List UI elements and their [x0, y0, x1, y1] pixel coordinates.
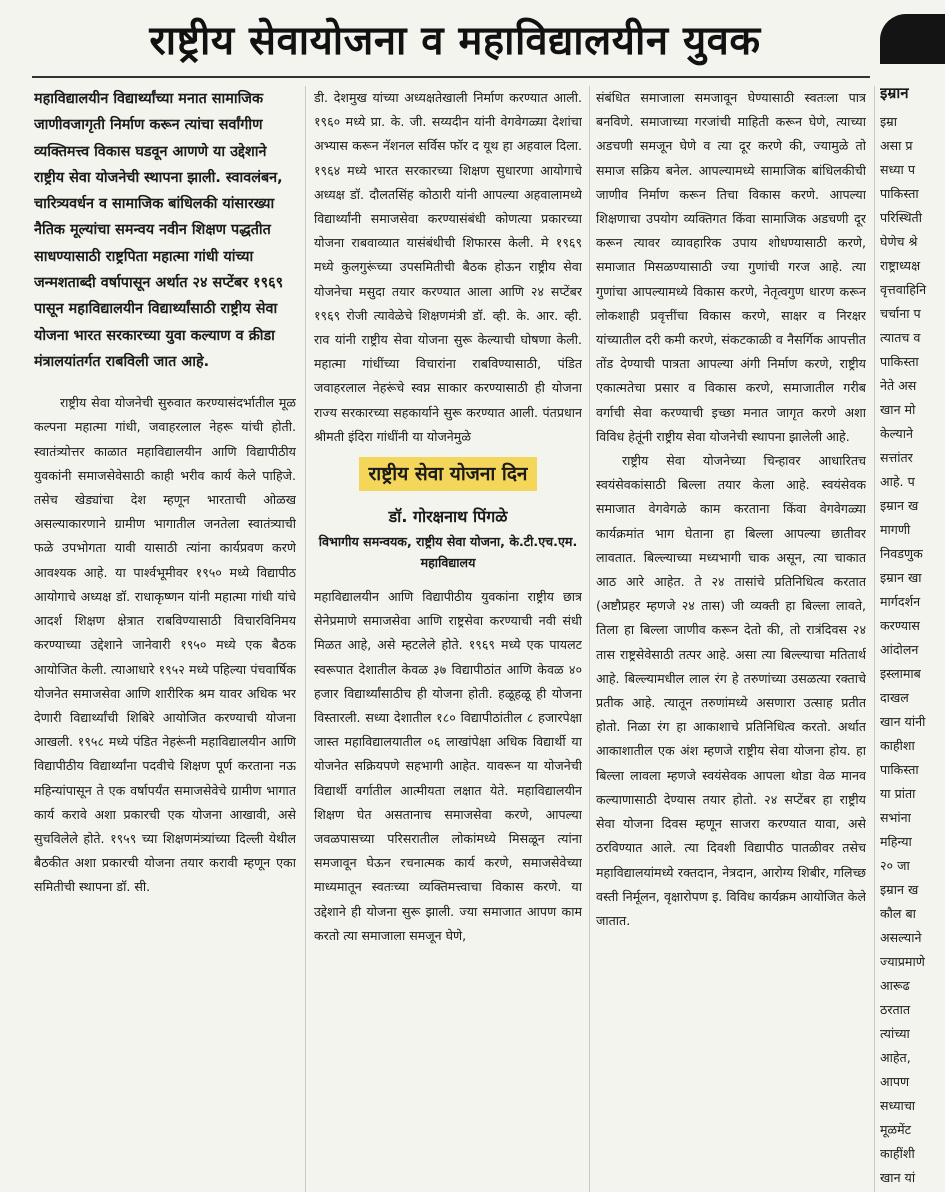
column-divider [305, 86, 306, 1192]
adjacent-article-line: ठरतात [880, 1002, 911, 1017]
adjacent-article-line: परिस्थिती [880, 210, 922, 225]
adjacent-article-line: नेते अस [880, 378, 917, 393]
adjacent-article-title: इम्रान [880, 84, 909, 102]
body-paragraph: महाविद्यालयीन आणि विद्यापीठीय युवकांना राष्ट्रीय छात्र सेनेप्रमाणे समाजसेवा आणि राष्ट्रसेवा करण्याची नवी संधी मिळत आहे, असे म्हटलेले होते. १९६९ मध्ये एक पायलट स्वरूपात देशातील केवळ ३७ विद्यापीठांत आणि केवळ ४० हजार विद्यार्थ्यांसाठीच ही योजना होती. हळूहळू ही योजना विस्तारली. सध्या देशातील १८० विद्यापीठांतील ८ हजारपेक्षा जास्त महाविद्यालयातील ०६ लाखांपेक्षा अधिक विद्यार्थी या योजनेत सक्रियपणे सहभागी आहेत. यावरून या योजनेची विद्यार्थी वर्गातील आत्मीयता लक्षात येते. महाविद्यालयीन शिक्षण घेत असतानाच समाजसेवा करणे, आपल्या जवळपासच्या परिसरातील लोकांमध्ये मिसळून त्यांना समजावून घेऊन रचनात्मक कार्य करणे, समाजसेवेच्या माध्यमातून स्वतःच्या व्यक्तिमत्त्वाचा विकास करणे. या उद्देशाने ही योजना सुरू झाली. ज्या समाजात आपण काम करतो त्या समाजाला समजून घेणे, [314, 589, 582, 943]
adjacent-article-line: या प्रांता [880, 786, 916, 801]
page-headline: राष्ट्रीय सेवायोजना व महाविद्यालयीन युवक [149, 18, 761, 64]
adjacent-article-line: मार्गदर्शन [880, 594, 921, 609]
body-paragraph: राष्ट्रीय सेवा योजनेची सुरुवात करण्यासंदर्भातील मूळ कल्पना महात्मा गांधी, जवाहरलाल नेहरू यांची होती. स्वातंत्र्योत्तर काळात महाविद्यालयीन आणि विद्यापीठीय युवकांनी समाजसेवेसाठी काही भरीव कार्य केले पाहिजे. तसेच खेड्यांचा देश म्हणून भारताची ओळख असल्याकारणाने ग्रामीण भागातील जनतेला स्वातंत्र्याची फळे उपभोगता यावी यासाठी त्यांना कार्यप्रवण करणे आवश्यक आहे. या पार्श्वभूमीवर १९५० मध्ये विद्यापीठ आयोगाचे अध्यक्ष डॉ. राधाकृष्णन यांनी महात्मा गांधी यांचे आदर्श शिक्षण क्षेत्रात राबविण्यासाठी विचारविनिमय करण्याच्या उद्देशाने जानेवारी १९५० मध्ये एक बैठक आयोजित केली. त्याआधारे १९५२ मध्ये पहिल्या पंचवार्षिक योजनेत समाजसेवा आणि शारीरिक श्रम यावर अधिक भर देणारी विद्यार्थ्यांची शिबिरे आयोजित करण्याची योजना आखली. १९५८ मध्ये पंडित नेहरूंनी महाविद्यालयीन आणि विद्यापीठीय विद्यार्थ्यांना पदवीचे शिक्षण पूर्ण करताना नऊ महिन्यांपासून ते एक वर्षापर्यंत समाजसेवेचे ग्रामीण भागात कार्य करावे अशा प्रकारची एक योजना आखावी, असे सुचविलेले होते. १९५९ च्या शिक्षणमंत्र्यांच्या दिल्ली येथील बैठकीत अशा प्रकारची योजना तयार करावी म्हणून एका समितीची स्थापना डॉ. सी. [34, 395, 296, 895]
adjacent-article-line: इस्लामाब [880, 666, 921, 681]
adjacent-article-line: असा प्र [880, 138, 913, 153]
adjacent-article-text [880, 110, 945, 1190]
column-divider [589, 86, 590, 1192]
headline-rule [32, 76, 870, 78]
adjacent-article-line: खान यां [880, 1170, 916, 1185]
adjacent-article-line: ज्याप्रमाणे [880, 954, 925, 969]
adjacent-article-line: इम्रान ख [880, 498, 919, 513]
adjacent-article-line: सध्या प [880, 162, 915, 177]
adjacent-article-line: पाकिस्ता [880, 762, 919, 777]
lead-paragraph: महाविद्यालयीन विद्यार्थ्यांच्या मनात सामाजिक जाणीवजागृती निर्माण करून त्यांचा सर्वांगीण व्यक्तिमत्त्व विकास घडवून आणणे या उद्देशाने राष्ट्रीय सेवा योजनेची स्थापना झाली. स्वावलंबन, चारित्र्यवर्धन व सामाजिक बांधिलकी यांसारख्या नैतिक मूल्यांचा समन्वय नवीन शिक्षण पद्धतीत साधण्यासाठी राष्ट्रपिता महात्मा गांधी यांच्या जन्मशताब्दी वर्षापासून अर्थात २४ सप्टेंबर १९६९ पासून महाविद्यालयीन विद्यार्थ्यांसाठी राष्ट्रीय सेवा योजना भारत सरकारच्या युवा कल्याण व क्रीडा मंत्रालयांतर्गत राबविली जात आहे. [34, 91, 284, 370]
adjacent-article-column [880, 80, 945, 1190]
adjacent-article-line: आरूढ [880, 978, 910, 993]
section-title-box: राष्ट्रीय सेवा योजना दिन [359, 457, 538, 491]
adjacent-article-line: इम्रा [880, 114, 897, 129]
adjacent-article-line: काहीशा [880, 738, 915, 753]
adjacent-article-line: निवडणुक [880, 546, 923, 561]
adjacent-article-line: घेणेच श्रे [880, 234, 918, 249]
adjacent-article-line: सभांना [880, 810, 911, 825]
adjacent-article-line: पाकिस्ता [880, 354, 919, 369]
adjacent-article-line: खान यांनी [880, 714, 926, 729]
author-role: विभागीय समन्वयक, राष्ट्रीय सेवा योजना, के.टी.एच.एम. महाविद्यालय [318, 534, 578, 571]
adjacent-article-line: कौल बा [880, 906, 916, 921]
adjacent-article-line: पाकिस्ता [880, 186, 919, 201]
adjacent-article-line: आंदोलन [880, 642, 919, 657]
adjacent-article-line: केल्याने [880, 426, 913, 441]
article-column-1 [34, 86, 296, 1192]
adjacent-article-line: मूळमेंट [880, 1122, 911, 1137]
adjacent-article-line: इम्रान ख [880, 882, 919, 897]
body-paragraph: राष्ट्रीय सेवा योजनेच्या चिन्हावर आधारितच स्वयंसेवकांसाठी बिल्ला तयार केला आहे. स्वयंसेवक समाजात वेगवेगळे काम करताना किंवा वेगवेगळ्या कार्यक्रमांत भाग घेताना हा बिल्ला आपल्या छातीवर लावतात. बिल्ल्याच्या मध्यभागी चाक असून, त्या चाकात आठ आरे आहेत. ते २४ तासांचे प्रतिनिधित्व करतात (अष्टौप्रहर म्हणजे २४ तास) जी व्यक्ती हा बिल्ला लावते, तिला हा बिल्ला जाणीव करून देतो की, तो रात्रंदिवस २४ तास राष्ट्रसेवेसाठी तत्पर आहे. असा त्या बिल्ल्याचा मतितार्थ आहे. बिल्ल्यामधील लाल रंग हे तरुणांच्या उसळत्या रक्ताचे प्रतीक आहे. त्यातून तरुणांमध्ये असणारा उत्साह प्रतीत होतो. निळा रंग हा आकाशाचे प्रतिनिधित्व करतो. अर्थात आकाशातील एक अंश म्हणजे राष्ट्रीय सेवा योजना होय. हा बिल्ला लावला म्हणजे स्वयंसेवक आपला थोडा वेळ मानव कल्याणासाठी देण्यास तयार होतो. २४ सप्टेंबर हा राष्ट्रीय सेवा योजना दिवस म्हणून साजरा करण्यात यावा, असे ठरविण्यात आले. त्या दिवशी विद्यापीठ पातळीवर तसेच महाविद्यालयांमध्ये रक्तदान, नेत्रदान, आरोग्य शिबीर, गलिच्छ वस्ती निर्मूलन, वृक्षारोपण इ. विविध कार्यक्रम आयोजित केले जातात. [596, 453, 866, 928]
adjacent-article-line: चर्चाना प [880, 306, 921, 321]
body-paragraph: डी. देशमुख यांच्या अध्यक्षतेखाली निर्माण करण्यात आली. १९६० मध्ये प्रा. के. जी. सय्यदीन यांनी वेगवेगळ्या देशांचा अभ्यास करून नॅशनल सर्विस फॉर द यूथ हा अहवाल दिला. १९६४ मध्ये भारत सरकारच्या शिक्षण सुधारणा आयोगाचे अध्यक्ष डॉ. दौलतसिंह कोठारी यांनी आपल्या अहवालामध्ये विद्यार्थ्यांनी समाजसेवा करण्यासंबंधी कोणत्या प्रकारच्या योजना राबवाव्यात यासंबंधीची शिफारस केली. मे १९६९ मध्ये कुलगुरूंच्या उपसमितीची बैठक होऊन राष्ट्रीय सेवा योजनेचा मसुदा तयार करण्यात आला आणि २४ सप्टेंबर १९६९ रोजी त्यावेळेचे शिक्षणमंत्री डॉ. व्ही. के. आर. व्ही. राव यांनी राष्ट्रीय सेवा योजना सुरू केल्याची घोषणा केली. महात्मा गांधींच्या विचारांना राबविण्यासाठी, पंडित जवाहरलाल नेहरूंचे स्वप्न साकार करण्यासाठी ही योजना राज्य सरकारच्या सहकार्याने सुरू करण्यात आली. पंतप्रधान श्रीमती इंदिरा गांधींनी या योजनेमुळे [314, 90, 582, 444]
adjacent-article-line: २० जा [880, 858, 910, 873]
body-paragraph: संबंधित समाजाला समजावून घेण्यासाठी स्वतःला पात्र बनविणे. समाजाच्या गरजांची माहिती करून घेणे, त्याच्या अडचणी समजून घेणे व त्या दूर करणे की, ज्यामुळे तो समाज सक्रिय बनेल. आपल्यामध्ये सामाजिक बांधिलकीची जाणीव निर्माण करून तिचा विकास करणे. आपल्या शिक्षणाचा उपयोग व्यक्तिगत किंवा सामाजिक अडचणी दूर करून त्यावर व्यावहारिक उपाय शोधण्यासाठी करणे, समाजात मिसळण्यासाठी ज्या गुणांची गरज आहे. त्या गुणांचा आपल्यामध्ये विकास करणे, नेतृत्वगुण धारण करून लोकशाही प्रवृत्तींचा विकास करणे, साक्षर व निरक्षर यांच्यातील दरी कमी करणे, संकटकाळी व नैसर्गिक आपत्तीत तोंड देण्याची पात्रता आपल्या अंगी निर्माण करणे, राष्ट्रीय एकात्मतेचा प्रसार व विकास करणे, समाजातील गरीब वर्गाची सेवा करण्याची इच्छा मनात जागृत करणे अशा विविध हेतूंनी राष्ट्रीय सेवा योजनेची स्थापना झालेली आहे. [596, 90, 866, 444]
adjacent-article-line: असल्याने [880, 930, 922, 945]
adjacent-article-line: आहे. प [880, 474, 915, 489]
adjacent-article-line: राष्ट्राध्यक्ष [880, 258, 921, 273]
adjacent-article-line: त्यातच व [880, 330, 921, 345]
adjacent-article-line: त्यांच्या [880, 1026, 910, 1041]
adjacent-article-line: मागणी [880, 522, 911, 537]
adjacent-article-line: आहेत, [880, 1050, 911, 1065]
adjacent-article-tab [880, 14, 945, 64]
adjacent-article-line: वृत्तवाहिनि [880, 282, 927, 297]
adjacent-article-line: इम्रान खा [880, 570, 922, 585]
adjacent-article-line: सत्तांतर [880, 450, 913, 465]
article-column-3 [596, 86, 866, 1192]
adjacent-article-line: महिन्या [880, 834, 912, 849]
adjacent-article-line: खान मो [880, 402, 916, 417]
column-divider [874, 86, 875, 1192]
adjacent-article-line: सध्याचा [880, 1098, 916, 1113]
adjacent-article-line: आपण [880, 1074, 910, 1089]
adjacent-article-line: दाखल [880, 690, 909, 705]
author-name: डॉ. गोरक्षनाथ पिंगळे [388, 507, 508, 527]
article-column-2 [314, 86, 582, 1192]
adjacent-article-line: काहींशी [880, 1146, 915, 1161]
adjacent-article-line: करण्यास [880, 618, 920, 633]
